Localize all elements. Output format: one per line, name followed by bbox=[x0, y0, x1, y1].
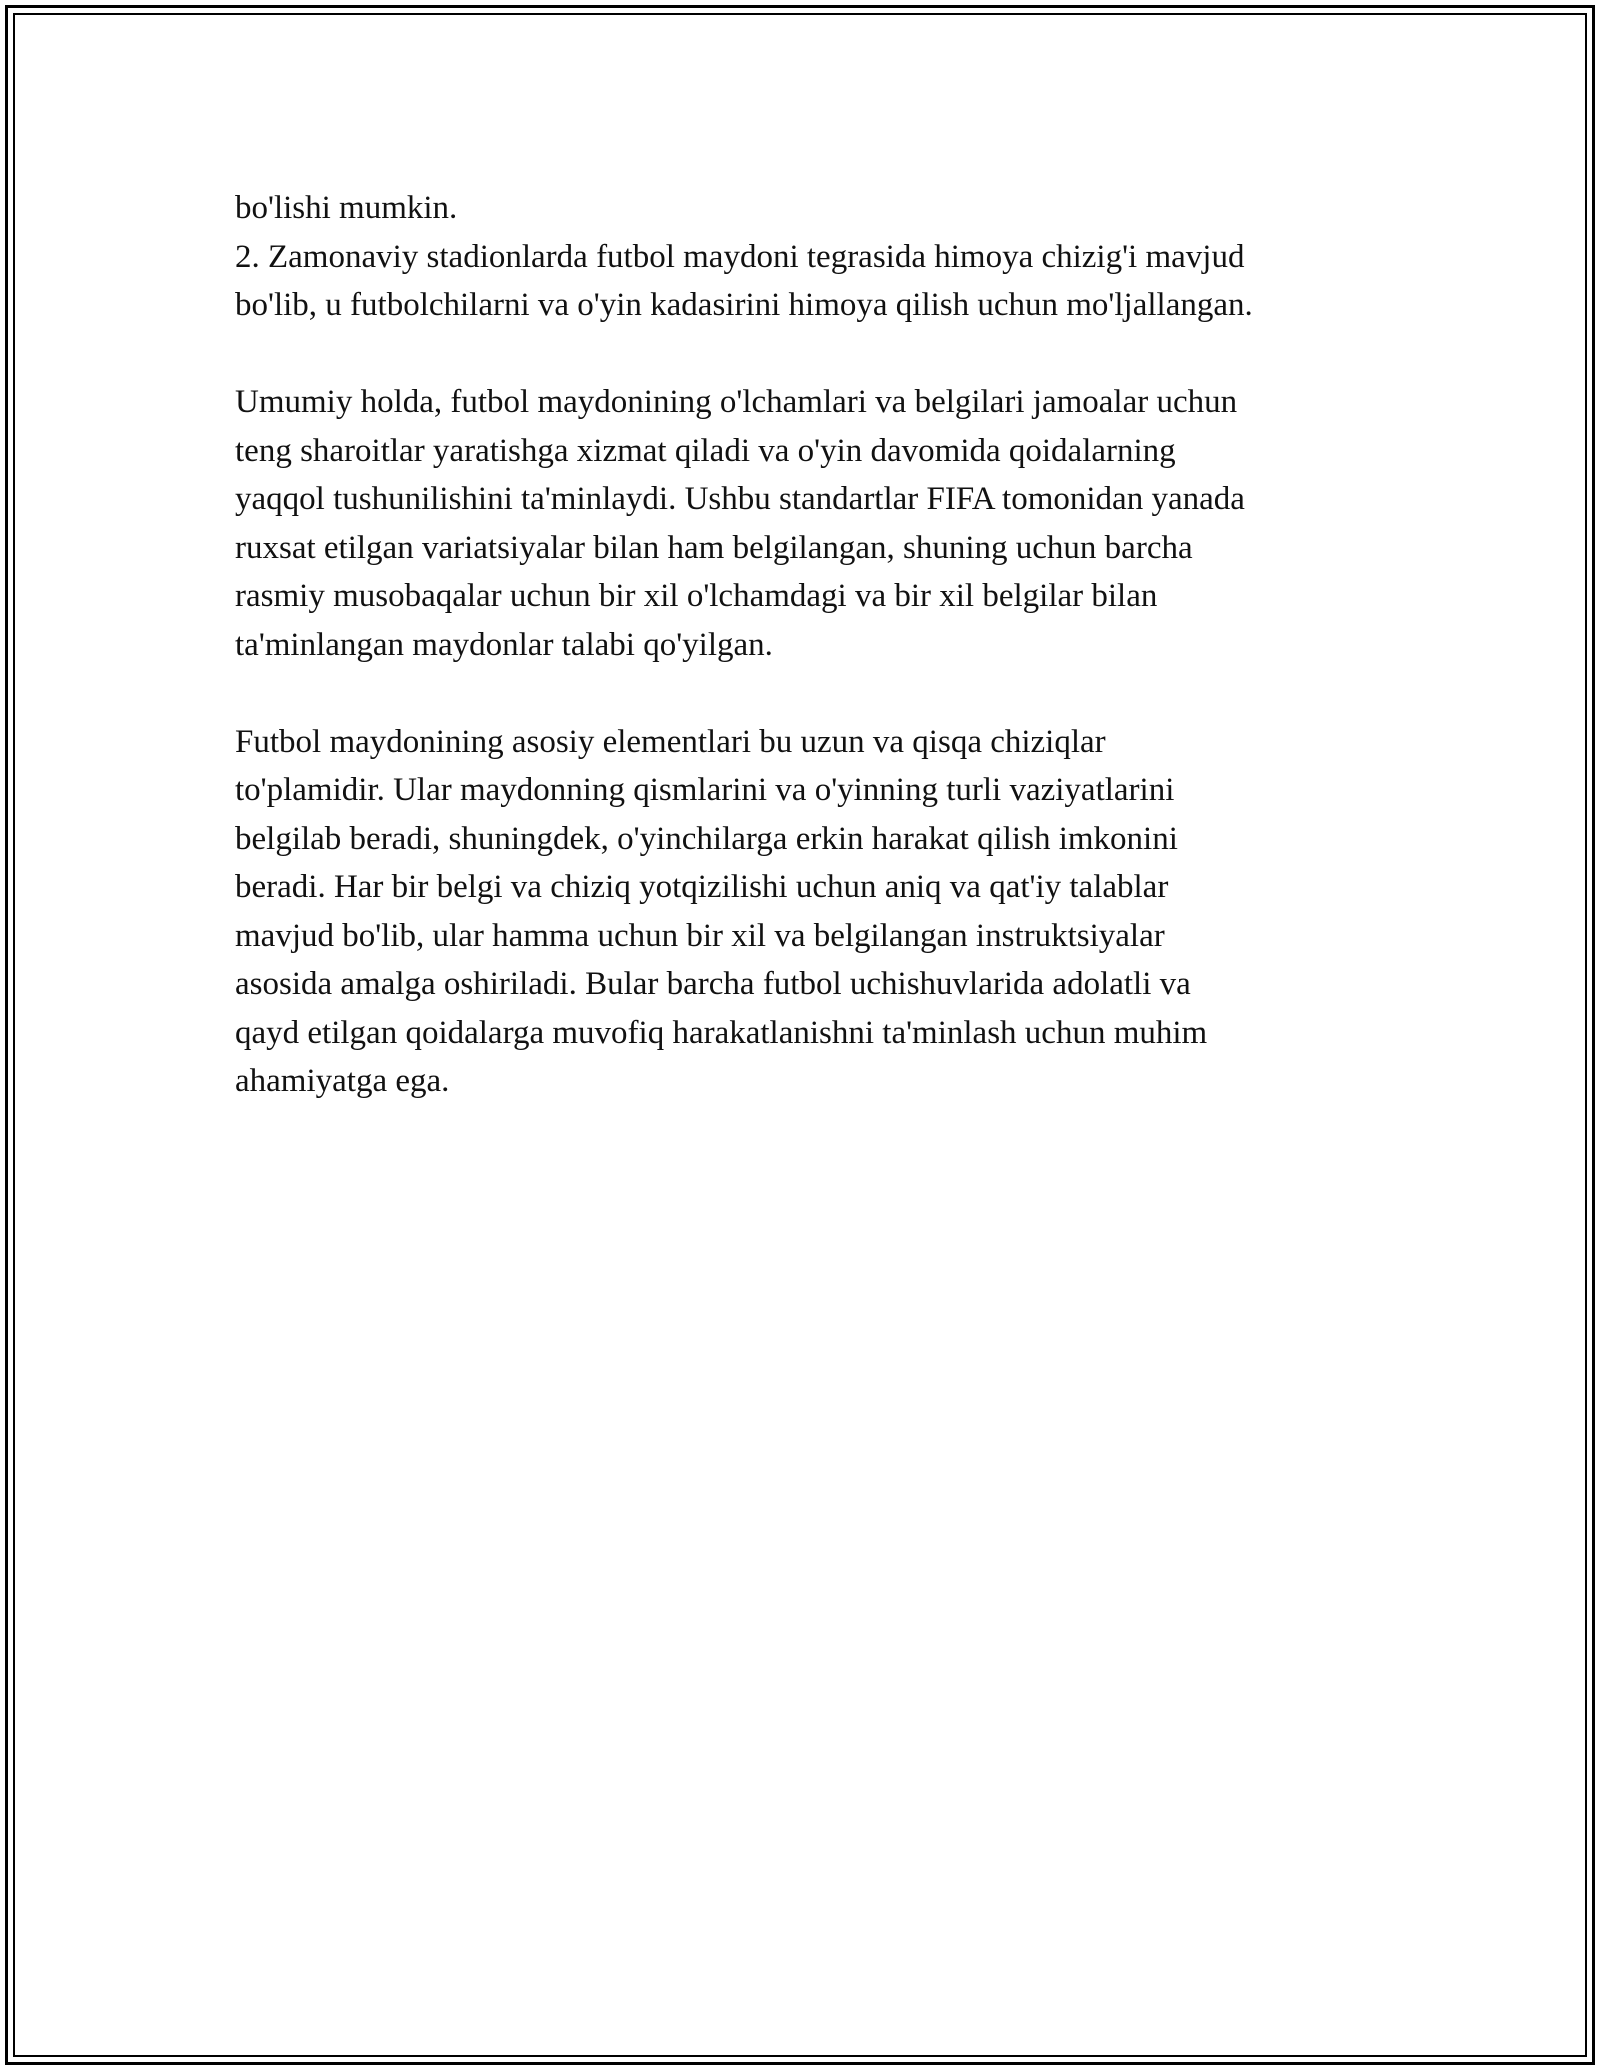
text-line: beradi. Har bir belgi va chiziq yotqizilishi uchun aniq va qat'iy talablar bbox=[235, 869, 1169, 905]
paragraph-spacer bbox=[235, 669, 1395, 718]
paragraph-continuation bbox=[235, 184, 1395, 330]
paragraph-summary bbox=[235, 378, 1395, 669]
paragraph-spacer bbox=[235, 330, 1395, 379]
text-line: ruxsat etilgan variatsiyalar bilan ham belgilangan, shuning uchun barcha bbox=[235, 529, 1193, 566]
text-line: mavjud bo'lib, ular hamma uchun bir xil va belgilangan instruktsiyalar bbox=[235, 917, 1165, 954]
text-line: bo'lib, u futbolchilarni va o'yin kadasirini himoya qilish uchun mo'ljallangan. bbox=[235, 287, 1253, 323]
text-line: teng sharoitlar yaratishga xizmat qiladi va o'yin davomida qoidalarning bbox=[235, 432, 1176, 469]
paragraph-elements bbox=[235, 718, 1395, 1106]
text-line: 2. Zamonaviy stadionlarda futbol maydoni tegrasida himoya chizig'i mavjud bbox=[235, 238, 1245, 275]
text-line: Umumiy holda, futbol maydonining o'lchamlari va belgilari jamoalar uchun bbox=[235, 384, 1238, 420]
text-line: rasmiy musobaqalar uchun bir xil o'lchamdagi va bir xil belgilar bilan bbox=[235, 578, 1158, 614]
text-line: belgilab beradi, shuningdek, o'yinchilarga erkin harakat qilish imkonini bbox=[235, 820, 1178, 857]
text-line: ta'minlangan maydonlar talabi qo'yilgan. bbox=[235, 626, 773, 663]
document-body bbox=[235, 184, 1395, 1106]
text-line: yaqqol tushunilishini ta'minlaydi. Ushbu standartlar FIFA tomonidan yanada bbox=[235, 481, 1245, 517]
text-line: asosida amalga oshiriladi. Bular barcha futbol uchishuvlarida adolatli va bbox=[235, 966, 1191, 1002]
text-line: bo'lishi mumkin. bbox=[235, 190, 458, 226]
text-line: Futbol maydonining asosiy elementlari bu uzun va qisqa chiziqlar bbox=[235, 723, 1106, 760]
text-line: to'plamidir. Ular maydonning qismlarini va o'yinning turli vaziyatlarini bbox=[235, 772, 1175, 808]
text-line: qayd etilgan qoidalarga muvofiq harakatlanishni ta'minlash uchun muhim bbox=[235, 1014, 1208, 1051]
text-line: ahamiyatga ega. bbox=[235, 1063, 450, 1099]
